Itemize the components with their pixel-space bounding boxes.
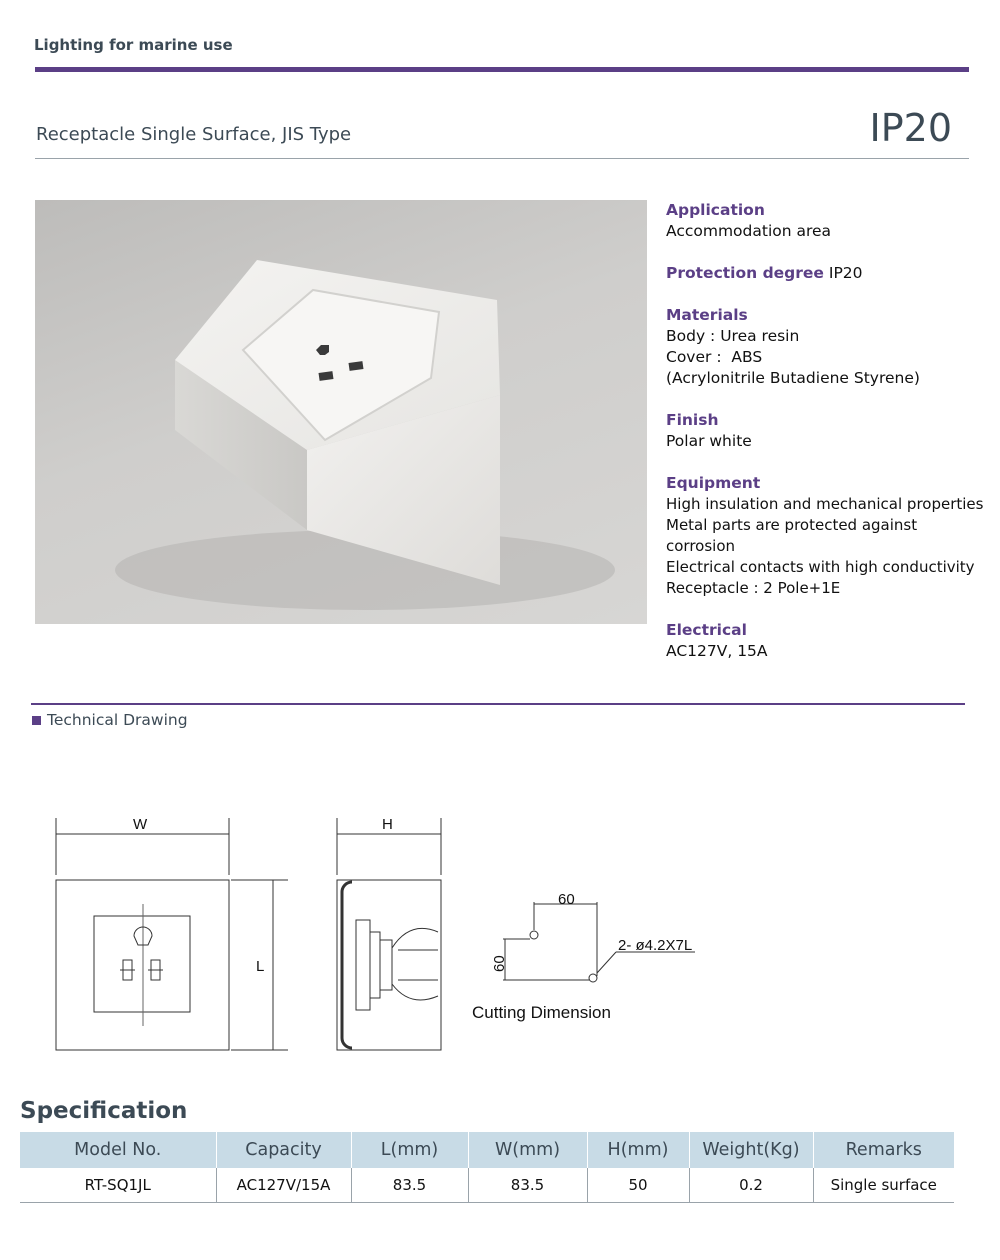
table-cell: AC127V/15A <box>216 1168 351 1202</box>
cut-height-label: 60 <box>491 955 508 972</box>
spec-equipment <box>666 473 986 599</box>
column-header: H(mm) <box>587 1132 689 1168</box>
specification-title: Specification <box>20 1098 188 1124</box>
finish-value: Polar white <box>666 432 752 450</box>
equipment-heading: Equipment <box>666 474 761 492</box>
application-value: Accommodation area <box>666 222 832 240</box>
finish-heading: Finish <box>666 411 719 429</box>
equipment-line: Receptacle : 2 Pole+1E <box>666 579 841 597</box>
dimension-l-label: L <box>256 958 265 975</box>
electrical-value: AC127V, 15A <box>666 642 768 660</box>
spec-details <box>666 200 986 683</box>
column-header: Weight(Kg) <box>689 1132 813 1168</box>
title-divider <box>35 158 969 159</box>
category-label: Lighting for marine use <box>34 36 233 54</box>
protection-value: IP20 <box>828 264 863 282</box>
table-header-row <box>20 1132 954 1168</box>
ip-rating: IP20 <box>869 106 952 150</box>
specification-table <box>20 1132 954 1203</box>
electrical-heading: Electrical <box>666 621 747 639</box>
equipment-line: High insulation and mechanical properties <box>666 495 984 513</box>
spec-finish <box>666 410 986 452</box>
section-divider <box>31 703 965 705</box>
materials-line: (Acrylonitrile Butadiene Styrene) <box>666 369 920 387</box>
equipment-line: Metal parts are protected against corrosion <box>666 516 918 555</box>
protection-heading: Protection degree <box>666 264 824 282</box>
product-title: Receptacle Single Surface, JIS Type <box>36 124 352 145</box>
table-cell: 83.5 <box>351 1168 468 1202</box>
materials-line: Cover : ABS <box>666 348 763 366</box>
dimension-h-label: H <box>382 816 393 833</box>
hole-spec-label: 2- ø4.2X7L <box>618 937 693 954</box>
spec-application <box>666 200 986 242</box>
column-header: L(mm) <box>351 1132 468 1168</box>
column-header: Model No. <box>20 1132 216 1168</box>
column-header: W(mm) <box>468 1132 587 1168</box>
application-heading: Application <box>666 201 765 219</box>
spec-electrical <box>666 620 986 662</box>
spec-protection <box>666 263 986 284</box>
materials-heading: Materials <box>666 306 748 324</box>
section-bullet-icon <box>32 716 41 725</box>
column-header: Capacity <box>216 1132 351 1168</box>
table-cell: 83.5 <box>468 1168 587 1202</box>
table-cell: Single surface <box>813 1168 954 1202</box>
product-photo <box>35 200 647 624</box>
spec-materials <box>666 305 986 389</box>
column-header: Remarks <box>813 1132 954 1168</box>
dimension-w-label: W <box>133 816 148 833</box>
cutting-dimension-label: Cutting Dimension <box>472 1003 611 1022</box>
cut-width-label: 60 <box>558 891 575 908</box>
equipment-line: Electrical contacts with high conductivity <box>666 558 975 576</box>
technical-drawing-label: Technical Drawing <box>47 711 188 729</box>
header-divider <box>35 67 969 72</box>
table-row <box>20 1168 954 1202</box>
technical-drawing <box>0 800 1000 1070</box>
receptacle-illustration <box>35 200 647 624</box>
table-cell: 0.2 <box>689 1168 813 1202</box>
table-cell: RT-SQ1JL <box>20 1168 216 1202</box>
materials-line: Body : Urea resin <box>666 327 800 345</box>
table-cell: 50 <box>587 1168 689 1202</box>
